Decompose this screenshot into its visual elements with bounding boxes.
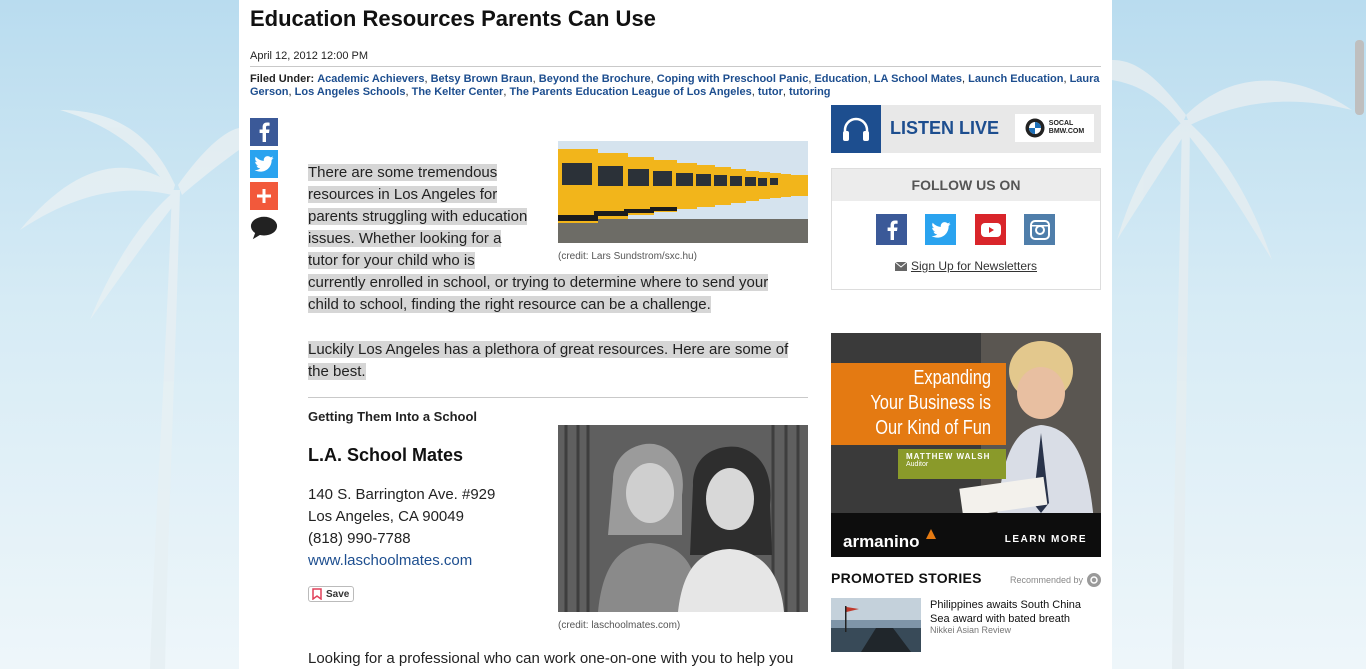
twitter-icon: [254, 156, 274, 172]
instagram-icon: [1030, 220, 1050, 240]
envelope-icon: [895, 262, 907, 271]
text-line: child to school, finding the right resource can be a challenge.: [308, 296, 711, 313]
listen-live-label: LISTEN LIVE: [890, 118, 1000, 138]
story-headline-line: Philippines awaits South China: [930, 599, 1082, 611]
article-page: [239, 0, 1112, 669]
outbrain-logo-icon: [1087, 573, 1101, 587]
text-line: issues. Whether looking for a: [308, 230, 502, 247]
newsletter-label: Sign Up for Newsletters: [910, 259, 1038, 273]
youtube-follow-button[interactable]: [975, 214, 1006, 245]
tag-link[interactable]: Academic Achievers: [317, 73, 425, 85]
station-logo: [1015, 114, 1094, 142]
ad-headline-line: Expanding: [913, 367, 991, 389]
facebook-icon: [257, 122, 271, 142]
background-palm-right: [1112, 0, 1366, 669]
newsletter-signup-link[interactable]: [832, 259, 1100, 273]
tag-link[interactable]: Los Angeles Schools: [294, 86, 406, 98]
comments-button[interactable]: [250, 214, 278, 242]
text-line: Looking for a professional who can work one-on-one with you to help you: [308, 650, 794, 667]
tag-link[interactable]: tutor: [757, 86, 783, 98]
tag-link[interactable]: Education: [814, 73, 868, 85]
ad-headline-line: Your Business is: [870, 392, 991, 414]
advertisement[interactable]: [831, 333, 1101, 557]
ad-person-role: Auditor: [906, 461, 929, 468]
story-headline-line: Sea award with bated breath: [930, 613, 1071, 625]
resource-address: [308, 484, 495, 572]
tag-link[interactable]: Beyond the Brochure: [538, 73, 651, 85]
facebook-icon: [885, 219, 899, 241]
address-line: 140 S. Barrington Ave. #929: [308, 486, 496, 503]
promoted-stories: [831, 570, 1101, 635]
facebook-follow-button[interactable]: [876, 214, 907, 245]
tag-link[interactable]: Launch Education: [968, 73, 1064, 85]
ad-brand-text: armanino: [843, 532, 920, 551]
text-line: currently enrolled in school, or trying to determine where to send your: [308, 274, 769, 291]
resource-title: L.A. School Mates: [308, 445, 464, 465]
youtube-icon: [981, 223, 1001, 237]
listen-live-button[interactable]: [831, 105, 1101, 153]
story-headline: [930, 598, 1101, 626]
section-subhead: Getting Them Into a School: [308, 409, 477, 424]
divider: [250, 66, 1101, 67]
promoted-heading: PROMOTED STORIES: [831, 570, 982, 586]
plus-icon: [257, 189, 271, 203]
promoted-story[interactable]: [831, 598, 1101, 654]
bookmark-icon: [312, 588, 322, 600]
follow-us-heading: FOLLOW US ON: [832, 169, 1100, 201]
photo-credit: (credit: laschoolmates.com): [558, 620, 681, 631]
scrollbar-thumb[interactable]: [1355, 40, 1364, 115]
text-line: the best.: [308, 363, 366, 380]
twitter-icon: [931, 222, 951, 238]
website-link[interactable]: www.laschoolmates.com: [308, 552, 473, 569]
ad-name-tag: [898, 449, 1006, 479]
text-line: parents struggling with education: [308, 208, 528, 225]
text-line: There are some tremendous: [308, 164, 498, 181]
story-source: Nikkei Asian Review: [930, 625, 1012, 635]
tag-link[interactable]: The Kelter Center: [411, 86, 504, 98]
tag-link[interactable]: LA School Mates: [873, 73, 962, 85]
save-label: Save: [326, 588, 350, 600]
ad-brand: [843, 527, 938, 552]
story-thumbnail: [831, 598, 921, 652]
text-line: tutor for your child who is: [308, 252, 475, 269]
facebook-share-button[interactable]: [250, 118, 278, 146]
resources-paragraph: [308, 339, 808, 383]
founders-photo: [558, 425, 808, 612]
armanino-logo-icon: [924, 527, 938, 541]
save-button[interactable]: [308, 586, 354, 602]
phone-number: (818) 990-7788: [308, 530, 411, 547]
section-divider: [308, 397, 808, 398]
filed-under: Filed Under: Academic Achievers, Betsy Brown Braun, Beyond the Brochure, Coping with Preschool Panic, Education, LA School Mates, Launch Education, Laura Gerson, Los Angeles Schools, The Kelter Center, The Parents Education League of Los Angeles, tutor, tutoring: [250, 73, 1100, 98]
twitter-follow-button[interactable]: [925, 214, 956, 245]
filed-under-label: Filed Under:: [250, 73, 315, 85]
photo-credit: (credit: Lars Sundstrom/sxc.hu): [558, 251, 697, 262]
address-line: Los Angeles, CA 90049: [308, 508, 464, 525]
tutor-paragraph: [308, 648, 828, 669]
twitter-share-button[interactable]: [250, 150, 278, 178]
tag-link[interactable]: Coping with Preschool Panic: [656, 73, 809, 85]
headphones-icon: [831, 105, 881, 153]
background-palm-left: [0, 0, 239, 669]
ad-headline-line: Our Kind of Fun: [875, 417, 991, 439]
recommended-by[interactable]: [1010, 573, 1101, 587]
article-date: April 12, 2012 12:00 PM: [250, 50, 369, 62]
more-share-button[interactable]: [250, 182, 278, 210]
tag-link[interactable]: Laura Gerson: [250, 73, 1100, 98]
ad-cta[interactable]: LEARN MORE: [1004, 534, 1087, 545]
tag-link[interactable]: tutoring: [788, 86, 831, 98]
bmw-logo-icon: [1025, 118, 1045, 138]
page-title: Education Resources Parents Can Use: [250, 6, 656, 31]
instagram-follow-button[interactable]: [1024, 214, 1055, 245]
follow-us-panel: [831, 168, 1101, 290]
text-line: Luckily Los Angeles has a plethora of great resources. Here are some of: [308, 341, 789, 358]
tag-link[interactable]: Betsy Brown Braun: [430, 73, 533, 85]
text-line: resources in Los Angeles for: [308, 186, 498, 203]
ad-person-name: MATTHEW WALSH: [906, 452, 991, 461]
comment-icon: [250, 215, 278, 241]
logo-text: SOCAL: [1048, 120, 1074, 127]
ad-headline: [868, 366, 991, 441]
logo-text: BMW.COM: [1048, 128, 1085, 135]
school-buses-photo: [558, 141, 808, 243]
tag-link[interactable]: The Parents Education League of Los Angeles: [509, 86, 752, 98]
recommended-by-label: Recommended by: [1009, 575, 1083, 585]
